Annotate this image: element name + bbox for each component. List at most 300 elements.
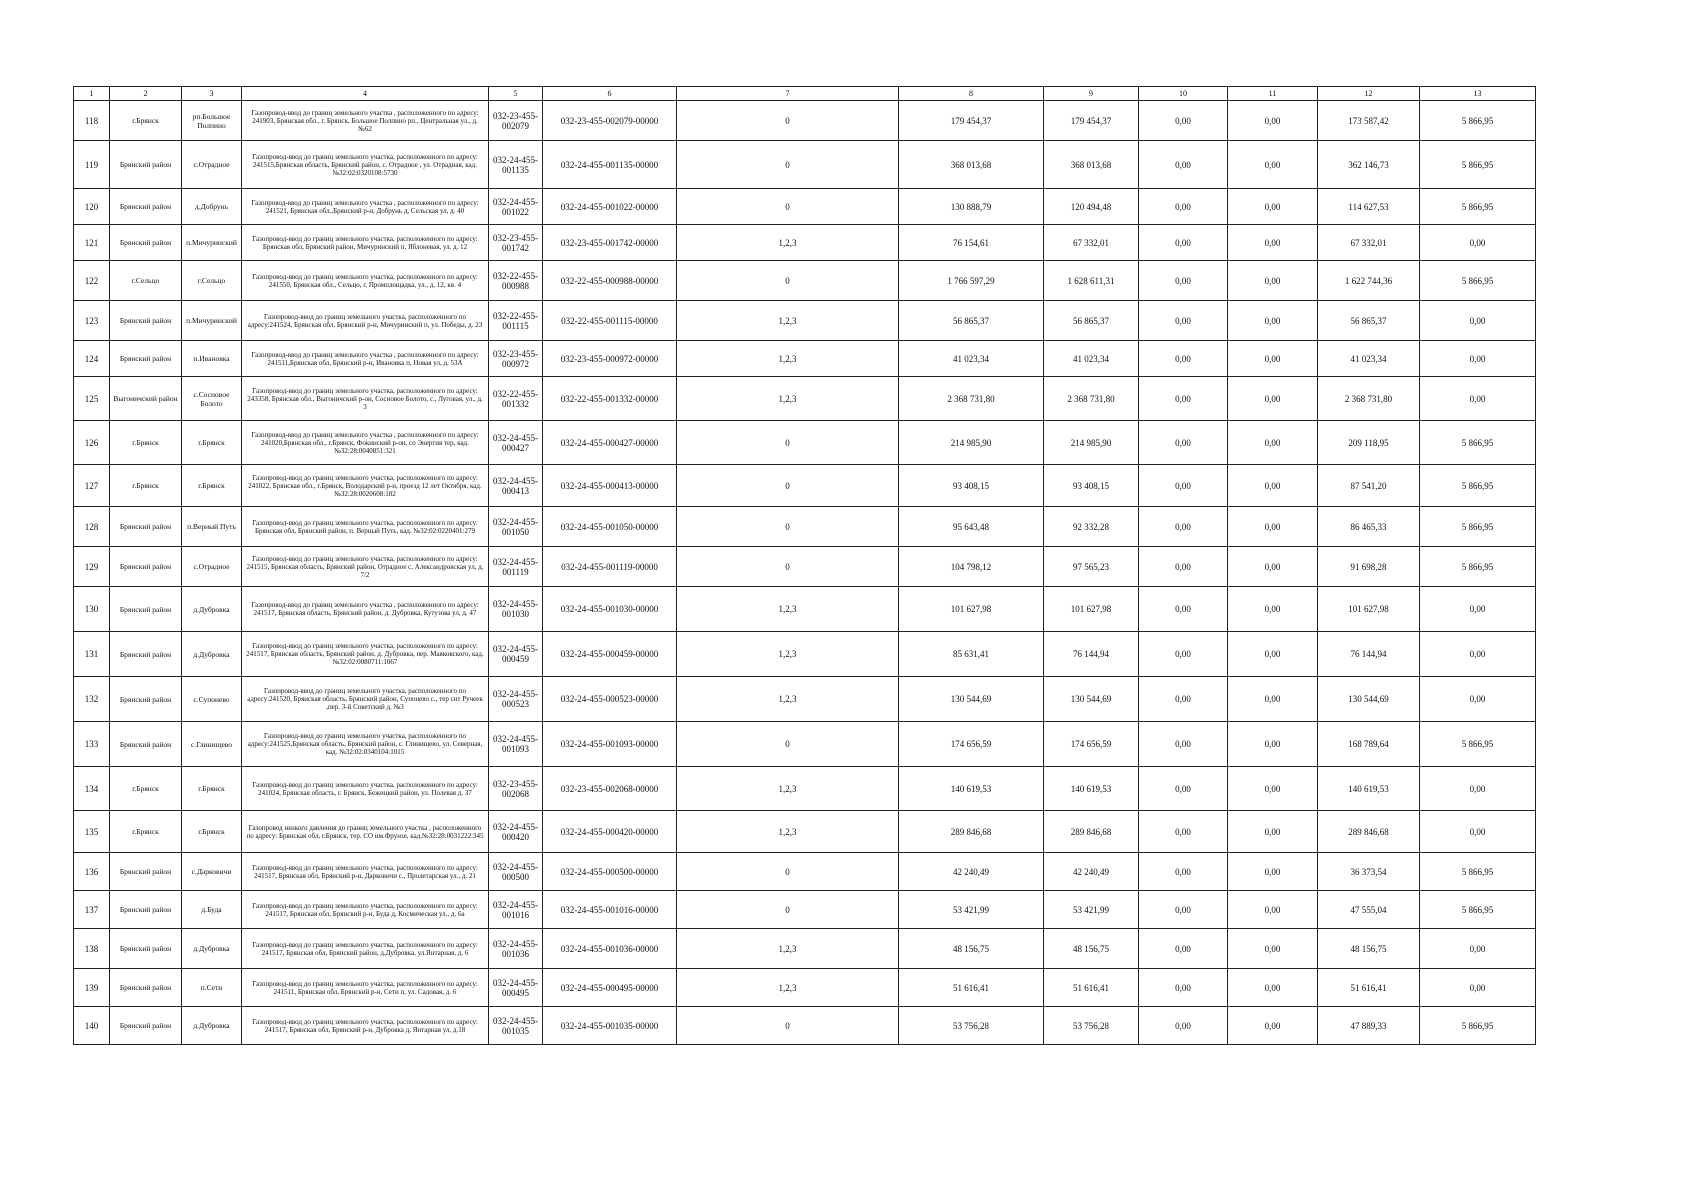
table-row [74,101,1536,141]
amount-cell: 179 454,37 [899,101,1044,141]
header-cell: 11 [1228,87,1318,101]
object-code-cell: 032-22-455-000988 [489,261,543,301]
row-number: 140 [74,1007,110,1045]
full-code-cell: 032-24-455-001035-00000 [543,1007,677,1045]
full-code-cell: 032-24-455-001119-00000 [543,547,677,587]
object-description-cell: Газопровод-ввод до границ земельного участка, расположенного по адресу: 241517, Брянская обл, Брянский р-н, Дарковичи с., Пролетарская ул., д. 21 [242,853,489,891]
amount-cell: 174 656,59 [1044,722,1139,767]
locality-cell: п.Сети [182,969,242,1007]
district-cell: Брянский район [110,301,182,341]
district-cell: г.Брянск [110,811,182,853]
amount-cell: 140 619,53 [899,767,1044,811]
object-description-cell: Газопровод-ввод до границ земельного участка, расположенного по адресу: 241515,Брянская область, Брянский район, с. Отрадное , ул. Отрадная, кад. №32:02:0320108:5730 [242,141,489,189]
amount-cell: 0,00 [1228,811,1318,853]
object-description-cell: Газопровод низкого давления до границ земельного участка , расположенного по адресу: Брянская обл, г.Брянск, тер. СО им.Фрунзе, кад.№32:28:0031222:345 [242,811,489,853]
header-cell: 7 [677,87,899,101]
full-code-cell: 032-24-455-001093-00000 [543,722,677,767]
amount-cell: 92 332,28 [1044,507,1139,547]
category-cell: 0 [677,421,899,465]
district-cell: Брянский район [110,969,182,1007]
amount-cell: 0,00 [1139,891,1228,929]
amount-cell: 5 866,95 [1420,101,1536,141]
amount-cell: 0,00 [1139,722,1228,767]
amount-cell: 93 408,15 [1044,465,1139,507]
amount-cell: 5 866,95 [1420,547,1536,587]
category-cell: 0 [677,465,899,507]
object-code-cell: 032-23-455-001742 [489,225,543,261]
table-row [74,261,1536,301]
category-cell: 0 [677,722,899,767]
amount-cell: 209 118,95 [1318,421,1420,465]
full-code-cell: 032-22-455-001332-00000 [543,377,677,421]
row-number: 123 [74,301,110,341]
amount-cell: 0,00 [1228,301,1318,341]
locality-cell: п.Мичуринский [182,225,242,261]
district-cell: г.Сельцо [110,261,182,301]
amount-cell: 86 465,33 [1318,507,1420,547]
table-row [74,421,1536,465]
row-number: 135 [74,811,110,853]
district-cell: Брянский район [110,677,182,722]
object-description-cell: Газопровод-ввод до границ земельного участка, расположенного по адресу: 241511, Брянская обл, Брянский р-н, Сети п, ул. Садовая, д. 6 [242,969,489,1007]
amount-cell: 0,00 [1139,811,1228,853]
amount-cell: 0,00 [1139,141,1228,189]
amount-cell: 5 866,95 [1420,189,1536,225]
amount-cell: 93 408,15 [899,465,1044,507]
amount-cell: 51 616,41 [899,969,1044,1007]
locality-cell: с.Дарковичи [182,853,242,891]
locality-cell: г.Брянск [182,767,242,811]
column-number-row [74,87,1536,101]
header-cell: 5 [489,87,543,101]
amount-cell: 0,00 [1420,677,1536,722]
table-row [74,677,1536,722]
object-code-cell: 032-24-455-001030 [489,587,543,632]
amount-cell: 289 846,68 [899,811,1044,853]
table-row [74,507,1536,547]
amount-cell: 0,00 [1139,101,1228,141]
amount-cell: 97 565,23 [1044,547,1139,587]
header-cell: 6 [543,87,677,101]
object-code-cell: 032-23-455-002068 [489,767,543,811]
amount-cell: 0,00 [1139,929,1228,969]
row-number: 124 [74,341,110,377]
district-cell: Брянский район [110,547,182,587]
amount-cell: 0,00 [1420,301,1536,341]
category-cell: 1,2,3 [677,377,899,421]
row-number: 127 [74,465,110,507]
object-code-cell: 032-24-455-001016 [489,891,543,929]
amount-cell: 53 421,99 [1044,891,1139,929]
category-cell: 0 [677,1007,899,1045]
row-number: 134 [74,767,110,811]
row-number: 121 [74,225,110,261]
locality-cell: п.Ивановка [182,341,242,377]
amount-cell: 0,00 [1420,969,1536,1007]
object-description-cell: Газопровод-ввод до границ земельного участка , расположенного по адресу: 241521, Брянская обл.,Брянский р-н, Добрунь д, Сельская ул, д. 40 [242,189,489,225]
amount-cell: 289 846,68 [1318,811,1420,853]
locality-cell: д.Дубровка [182,1007,242,1045]
object-description-cell: Газопровод-ввод до границ земельного участка, расположенного по адресу: 241517, Брянская область, Брянский район, д. Дубровка, пер. Маяковского, кад. №32:02:0080711:1067 [242,632,489,677]
row-number: 126 [74,421,110,465]
amount-cell: 0,00 [1139,853,1228,891]
table-row [74,225,1536,261]
district-cell: Брянский район [110,225,182,261]
amount-cell: 173 587,42 [1318,101,1420,141]
object-code-cell: 032-24-455-001036 [489,929,543,969]
table-row [74,853,1536,891]
amount-cell: 47 889,33 [1318,1007,1420,1045]
row-number: 119 [74,141,110,189]
category-cell: 1,2,3 [677,632,899,677]
table-row [74,929,1536,969]
amount-cell: 0,00 [1420,632,1536,677]
object-code-cell: 032-24-455-000459 [489,632,543,677]
object-description-cell: Газопровод-ввод до границ земельного участка , расположенного по адресу: 241903, Брянская обл., г. Брянск, Большое Полпино рп., Центральная ул., д. №62 [242,101,489,141]
amount-cell: 5 866,95 [1420,141,1536,189]
object-code-cell: 032-24-455-001119 [489,547,543,587]
district-cell: Брянский район [110,853,182,891]
district-cell: Брянский район [110,1007,182,1045]
amount-cell: 51 616,41 [1044,969,1139,1007]
object-code-cell: 032-24-455-000427 [489,421,543,465]
row-number: 128 [74,507,110,547]
row-number: 120 [74,189,110,225]
amount-cell: 0,00 [1420,377,1536,421]
full-code-cell: 032-24-455-000413-00000 [543,465,677,507]
amount-cell: 0,00 [1139,465,1228,507]
header-cell: 4 [242,87,489,101]
amount-cell: 91 698,28 [1318,547,1420,587]
amount-cell: 85 631,41 [899,632,1044,677]
table-row [74,811,1536,853]
object-code-cell: 032-24-455-001093 [489,722,543,767]
object-description-cell: Газопровод-ввод до границ земельного участка, расположенного по адресу: 243358, Брянская обл., Выгоничский р-он, Сосновое Болото, с., Луговая, ул., д. 3 [242,377,489,421]
amount-cell: 0,00 [1139,507,1228,547]
full-code-cell: 032-24-455-001050-00000 [543,507,677,547]
full-code-cell: 032-23-455-002079-00000 [543,101,677,141]
full-code-cell: 032-24-455-001036-00000 [543,929,677,969]
amount-cell: 53 756,28 [899,1007,1044,1045]
district-cell: Брянский район [110,632,182,677]
header-cell: 10 [1139,87,1228,101]
amount-cell: 289 846,68 [1044,811,1139,853]
locality-cell: г.Брянск [182,811,242,853]
amount-cell: 114 627,53 [1318,189,1420,225]
amount-cell: 5 866,95 [1420,722,1536,767]
table-row [74,767,1536,811]
category-cell: 0 [677,261,899,301]
district-cell: г.Брянск [110,465,182,507]
object-description-cell: Газопровод-ввод до границ земельного участка , расположенного по адресу: 241020,Брянская обл., г.Брянск, Фокинский р-он, со Энергия тер, кад.№32:28:0040851:321 [242,421,489,465]
amount-cell: 0,00 [1420,811,1536,853]
locality-cell: с.Глинищево [182,722,242,767]
amount-cell: 368 013,68 [1044,141,1139,189]
amount-cell: 42 240,49 [1044,853,1139,891]
amount-cell: 0,00 [1228,722,1318,767]
header-cell: 9 [1044,87,1139,101]
amount-cell: 0,00 [1228,853,1318,891]
table-row [74,969,1536,1007]
category-cell: 0 [677,507,899,547]
objects-table [73,86,1536,1045]
amount-cell: 130 544,69 [1318,677,1420,722]
object-code-cell: 032-24-455-001135 [489,141,543,189]
locality-cell: п.Верный Путь [182,507,242,547]
full-code-cell: 032-24-455-000420-00000 [543,811,677,853]
row-number: 129 [74,547,110,587]
amount-cell: 0,00 [1420,929,1536,969]
category-cell: 0 [677,189,899,225]
district-cell: Брянский район [110,141,182,189]
amount-cell: 5 866,95 [1420,421,1536,465]
amount-cell: 104 798,12 [899,547,1044,587]
amount-cell: 0,00 [1228,101,1318,141]
locality-cell: с.Отрадное [182,141,242,189]
category-cell: 0 [677,141,899,189]
object-code-cell: 032-23-455-000972 [489,341,543,377]
object-description-cell: Газопровод-ввод до границ земельного участка, расположенного по адресу: 241517, Брянская обл, Брянский район, д.Дубровка, ул.Янтарная, д. 6 [242,929,489,969]
table-row [74,891,1536,929]
category-cell: 1,2,3 [677,225,899,261]
row-number: 139 [74,969,110,1007]
amount-cell: 130 888,79 [899,189,1044,225]
full-code-cell: 032-24-455-000523-00000 [543,677,677,722]
table-row [74,465,1536,507]
amount-cell: 95 643,48 [899,507,1044,547]
table-row [74,341,1536,377]
amount-cell: 0,00 [1228,969,1318,1007]
header-cell: 12 [1318,87,1420,101]
amount-cell: 67 332,01 [1318,225,1420,261]
amount-cell: 0,00 [1420,225,1536,261]
category-cell: 1,2,3 [677,767,899,811]
amount-cell: 1 766 597,29 [899,261,1044,301]
category-cell: 0 [677,891,899,929]
amount-cell: 140 619,53 [1318,767,1420,811]
object-description-cell: Газопровод-ввод до границ земельного участка, расположенного по адресу: 241515, Брянская область, Брянский район, Отрадное с, Александровская ул, д. 7/2 [242,547,489,587]
amount-cell: 76 154,61 [899,225,1044,261]
table-row [74,632,1536,677]
category-cell: 0 [677,101,899,141]
amount-cell: 0,00 [1139,969,1228,1007]
amount-cell: 0,00 [1139,1007,1228,1045]
full-code-cell: 032-24-455-001030-00000 [543,587,677,632]
full-code-cell: 032-24-455-000495-00000 [543,969,677,1007]
amount-cell: 0,00 [1228,632,1318,677]
amount-cell: 48 156,75 [1044,929,1139,969]
object-code-cell: 032-22-455-001332 [489,377,543,421]
amount-cell: 0,00 [1228,465,1318,507]
amount-cell: 36 373,54 [1318,853,1420,891]
amount-cell: 0,00 [1228,547,1318,587]
amount-cell: 0,00 [1139,301,1228,341]
amount-cell: 0,00 [1420,767,1536,811]
amount-cell: 5 866,95 [1420,891,1536,929]
amount-cell: 87 541,20 [1318,465,1420,507]
amount-cell: 368 013,68 [899,141,1044,189]
object-code-cell: 032-24-455-000500 [489,853,543,891]
amount-cell: 0,00 [1420,587,1536,632]
amount-cell: 0,00 [1228,767,1318,811]
row-number: 122 [74,261,110,301]
full-code-cell: 032-24-455-001135-00000 [543,141,677,189]
table-row [74,377,1536,421]
amount-cell: 0,00 [1228,677,1318,722]
amount-cell: 48 156,75 [1318,929,1420,969]
full-code-cell: 032-24-455-000500-00000 [543,853,677,891]
district-cell: г.Брянск [110,421,182,465]
object-description-cell: Газопровод-ввод до границ земельного участка, расположенного по адресу: 241517, Брянская обл, Брянский р-н, Буда д, Космическая ул., д. 6а [242,891,489,929]
amount-cell: 5 866,95 [1420,261,1536,301]
category-cell: 1,2,3 [677,301,899,341]
object-description-cell: Газопровод-ввод до границ земельного участка, расположенного по адресу: 241022, Брянская обл., г.Брянск, Володарский р-н, проезд 12 лет Октября, кад. №32:28:0020608:182 [242,465,489,507]
amount-cell: 0,00 [1228,261,1318,301]
object-code-cell: 032-22-455-001115 [489,301,543,341]
object-description-cell: Газопровод-ввод до границ земельного участка, расположенного по адресу:241525,Брянская область, Брянский район, с. Глинищево, ул. Северная, кад. №32:02:0340104:1015 [242,722,489,767]
locality-cell: д.Дубровка [182,587,242,632]
full-code-cell: 032-24-455-000427-00000 [543,421,677,465]
amount-cell: 130 544,69 [1044,677,1139,722]
amount-cell: 76 144,94 [1044,632,1139,677]
object-description-cell: Газопровод-ввод до границ земельного участка, расположенного по адресу: 241024, Брянская область, г. Брянск, Бежицкий район, ул. Полевая д. 37 [242,767,489,811]
amount-cell: 0,00 [1228,1007,1318,1045]
amount-cell: 5 866,95 [1420,465,1536,507]
amount-cell: 0,00 [1228,225,1318,261]
object-code-cell: 032-24-455-001035 [489,1007,543,1045]
object-description-cell: Газопровод-ввод до границ земельного участка, расположенного по адресу: Брянская обл, Брянский район, Мичуринский п, Яблоневая, ул. д. 12 [242,225,489,261]
locality-cell: д.Буда [182,891,242,929]
object-code-cell: 032-24-455-000413 [489,465,543,507]
amount-cell: 0,00 [1228,341,1318,377]
object-description-cell: Газопровод-ввод до границ земельного участка , расположенного по адресу: 241511,Брянская обл, Брянский р-н, Ивановка п, Новая ул, д. 53А [242,341,489,377]
amount-cell: 214 985,90 [1044,421,1139,465]
object-description-cell: Газопровод-ввод до границ земельного участка, расположенного по адресу:241520, Брянская область, Брянский район, Супонево с., тер снт Ручеек ,пер. 3-й Советский д. №3 [242,677,489,722]
amount-cell: 5 866,95 [1420,1007,1536,1045]
table-row [74,722,1536,767]
category-cell: 1,2,3 [677,929,899,969]
amount-cell: 5 866,95 [1420,853,1536,891]
amount-cell: 2 368 731,80 [899,377,1044,421]
district-cell: Брянский район [110,891,182,929]
district-cell: г.Брянск [110,101,182,141]
header-cell: 13 [1420,87,1536,101]
locality-cell: д.Дубровка [182,929,242,969]
object-description-cell: Газопровод-ввод до границ земельного участка, расположенного по адресу: 241550, Брянская обл., Сельцо, г, Промплощадка, ул., д. 12, кв. 4 [242,261,489,301]
object-description-cell: Газопровод-ввод до границ земельного участка, расположенного по адресу: 241517, Брянская обл, Брянский р-н, Дубровка д, Янтарная ул, д.18 [242,1007,489,1045]
amount-cell: 1 628 611,31 [1044,261,1139,301]
amount-cell: 0,00 [1228,929,1318,969]
full-code-cell: 032-24-455-001022-00000 [543,189,677,225]
locality-cell: с.Супонево [182,677,242,722]
locality-cell: д.Добрунь [182,189,242,225]
object-code-cell: 032-24-455-000495 [489,969,543,1007]
amount-cell: 53 756,28 [1044,1007,1139,1045]
locality-cell: с.Сосновое Болото [182,377,242,421]
amount-cell: 2 368 731,80 [1318,377,1420,421]
amount-cell: 0,00 [1228,891,1318,929]
district-cell: Брянский район [110,929,182,969]
category-cell: 0 [677,547,899,587]
locality-cell: г.Брянск [182,421,242,465]
district-cell: Выгоничский район [110,377,182,421]
amount-cell: 0,00 [1228,421,1318,465]
district-cell: Брянский район [110,587,182,632]
category-cell: 1,2,3 [677,969,899,1007]
amount-cell: 130 544,69 [899,677,1044,722]
amount-cell: 168 789,64 [1318,722,1420,767]
object-code-cell: 032-24-455-001050 [489,507,543,547]
document-page [73,86,1535,1045]
amount-cell: 41 023,34 [899,341,1044,377]
amount-cell: 0,00 [1139,341,1228,377]
category-cell: 1,2,3 [677,677,899,722]
row-number: 125 [74,377,110,421]
category-cell: 1,2,3 [677,587,899,632]
amount-cell: 0,00 [1139,377,1228,421]
object-code-cell: 032-24-455-001022 [489,189,543,225]
amount-cell: 0,00 [1228,587,1318,632]
amount-cell: 47 555,04 [1318,891,1420,929]
category-cell: 1,2,3 [677,811,899,853]
object-description-cell: Газопровод-ввод до границ земельного участка , расположенного по адресу: 241517, Брянская область, Брянский район, д. Дубровка, Кутузова ул, д. 47 [242,587,489,632]
header-cell: 2 [110,87,182,101]
amount-cell: 101 627,98 [1044,587,1139,632]
table-body [74,101,1536,1045]
amount-cell: 174 656,59 [899,722,1044,767]
amount-cell: 0,00 [1139,632,1228,677]
amount-cell: 140 619,53 [1044,767,1139,811]
row-number: 138 [74,929,110,969]
table-row [74,189,1536,225]
amount-cell: 120 494,48 [1044,189,1139,225]
amount-cell: 0,00 [1139,587,1228,632]
object-description-cell: Газопровод-ввод до границ земельного участка, расположенного по адресу:241524, Брянская обл, Брянский р-н, Мичуринский п, ул. Победы, д. 23 [242,301,489,341]
header-cell: 8 [899,87,1044,101]
amount-cell: 1 622 744,36 [1318,261,1420,301]
amount-cell: 101 627,98 [899,587,1044,632]
row-number: 132 [74,677,110,722]
locality-cell: рп.Большое Полпино [182,101,242,141]
amount-cell: 0,00 [1228,377,1318,421]
locality-cell: г.Сельцо [182,261,242,301]
locality-cell: с.Отрадное [182,547,242,587]
object-code-cell: 032-23-455-002079 [489,101,543,141]
amount-cell: 0,00 [1228,507,1318,547]
full-code-cell: 032-23-455-001742-00000 [543,225,677,261]
amount-cell: 42 240,49 [899,853,1044,891]
amount-cell: 0,00 [1139,189,1228,225]
object-description-cell: Газопровод-ввод до границ земельного участка, расположенного по адресу: Брянская обл, Брянский район, п. Верный Путь, кад. №32:02:0220401:279 [242,507,489,547]
table-row [74,547,1536,587]
table-row [74,1007,1536,1045]
category-cell: 0 [677,853,899,891]
row-number: 136 [74,853,110,891]
amount-cell: 2 368 731,80 [1044,377,1139,421]
amount-cell: 0,00 [1420,341,1536,377]
amount-cell: 67 332,01 [1044,225,1139,261]
amount-cell: 0,00 [1139,225,1228,261]
row-number: 137 [74,891,110,929]
locality-cell: г.Брянск [182,465,242,507]
amount-cell: 362 146,73 [1318,141,1420,189]
locality-cell: д.Дубровка [182,632,242,677]
amount-cell: 0,00 [1139,261,1228,301]
amount-cell: 76 144,94 [1318,632,1420,677]
full-code-cell: 032-22-455-001115-00000 [543,301,677,341]
district-cell: Брянский район [110,507,182,547]
table-row [74,141,1536,189]
